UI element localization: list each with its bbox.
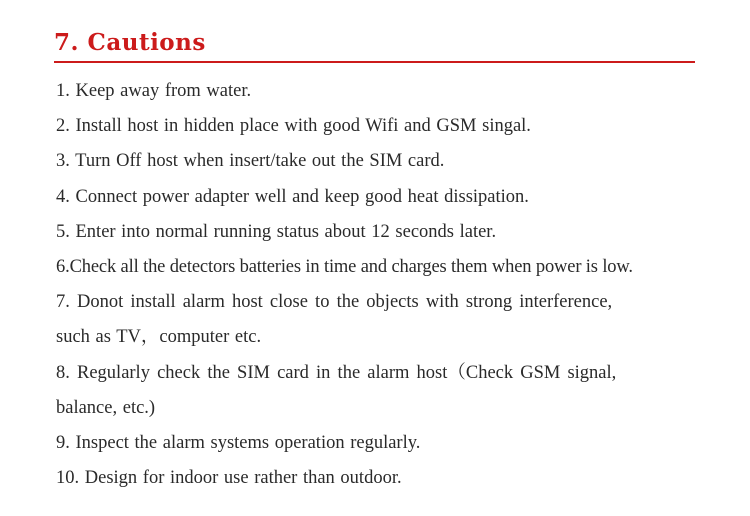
caution-line-6: 6.Check all the detectors batteries in time and charges them when power is low. <box>56 256 633 277</box>
caution-line-10: 10. Design for indoor use rather than outdoor. <box>56 468 402 489</box>
caution-line-7: 7. Donot install alarm host close to the objects with strong interference, <box>56 292 613 313</box>
caution-line-4: 4. Connect power adapter well and keep good heat dissipation. <box>56 186 529 207</box>
cautions-list <box>56 74 706 496</box>
caution-line-7-continued: such as TV，computer etc. <box>56 327 262 348</box>
caution-line-1: 1. Keep away from water. <box>56 81 252 101</box>
title-divider <box>54 61 695 63</box>
section-title: 7. Cautions <box>54 29 206 56</box>
caution-line-5: 5. Enter into normal running status about 12 seconds later. <box>56 221 497 242</box>
caution-line-3: 3. Turn Off host when insert/take out the SIM card. <box>56 151 445 172</box>
caution-line-2: 2. Install host in hidden place with good Wifi and GSM singal. <box>56 116 531 137</box>
caution-line-9: 9. Inspect the alarm systems operation regularly. <box>56 432 421 453</box>
caution-line-8: 8. Regularly check the SIM card in the alarm host（Check GSM signal, <box>56 362 617 383</box>
caution-line-8-continued: balance, etc.) <box>56 397 156 418</box>
